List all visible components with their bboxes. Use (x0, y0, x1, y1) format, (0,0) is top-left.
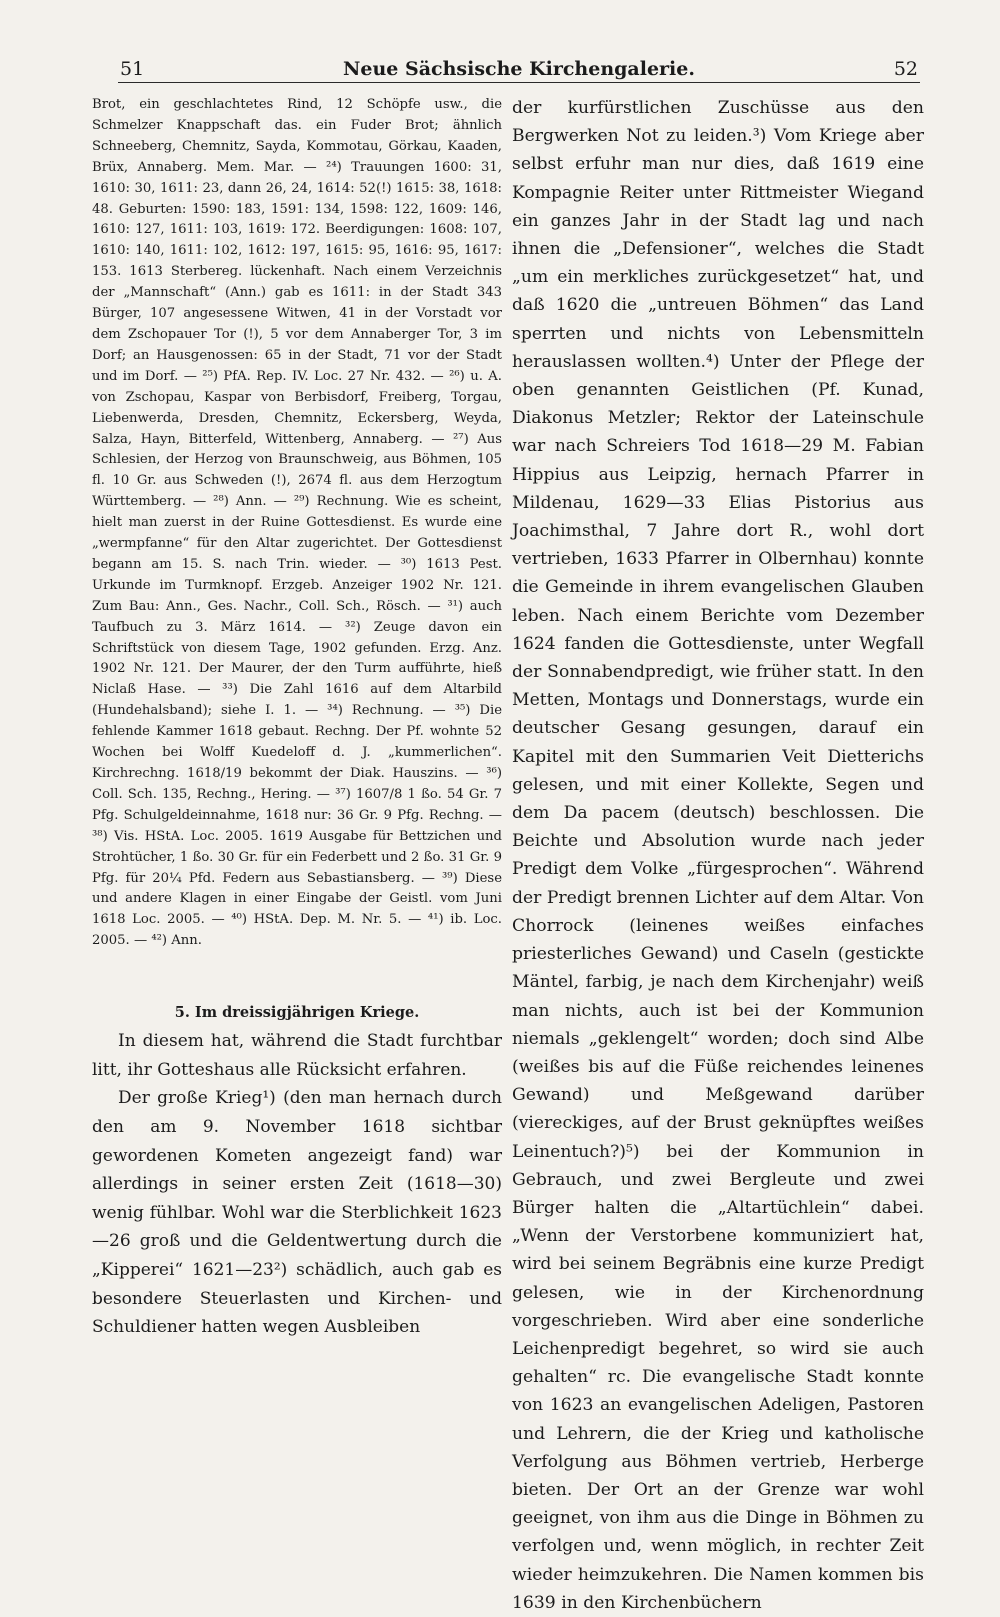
page-number-left: 51 (120, 58, 145, 80)
page-number-right: 52 (893, 58, 918, 80)
footnotes-text: Brot, ein geschlachtetes Rind, 12 Schöpfe usw., die Schmelzer Knappschaft das. ein Fuder Brot; ähnlich Schneeberg, Chemnitz, Sayda, Kommotau, Görkau, Kaaden, Brüx, Annaberg. Mem. Mar. — ²⁴) Trauungen 1600: 31, 1610: 30, 1611: 23, dann 26, 24, 1614: 52(!) 1615: 38, 1618: 48. Geburten: 1590: 183, 1591: 134, 1598: 122, 1609: 146, 1610: 127, 1611: 103, 1619: 172. Beerdigungen: 1608: 107, 1610: 140, 1611: 102, 1612: 197, 1615: 95, 1616: 95, 1617: 153. 1613 Sterbereg. lückenhaft. Nach einem Verzeichnis der „Mannschaft“ (Ann.) gab es 1611: in der Stadt 343 Bürger, 107 angesessene Witwen, 41 in der Vorstadt vor dem Zschopauer Tor (!), 5 vor dem Annaberger Tor, 3 im Dorf; an Hausgenossen: 65 in der Stadt, 71 vor der Stadt und im Dorf. — ²⁵) PfA. Rep. IV. Loc. 27 Nr. 432. — ²⁶) u. A. von Zschopau, Kaspar von Berbisdorf, Freiberg, Torgau, Liebenwerda, Dresden, Chemnitz, Eckersberg, Weyda, Salza, Hayn, Bitterfeld, Wittenberg, Annaberg. — ²⁷) Aus Schlesien, der Herzog von Braunschweig, aus Böhmen, 105 fl. 10 Gr. aus Schweden (!), 2674 fl. aus dem Herzogtum Württemberg. — ²⁸) Ann. — ²⁹) Rechnung. Wie es scheint, hielt man zuerst in der Ruine Gottesdienst. Es wurde eine „wermpfanne“ für den Altar zugerichtet. Der Gottesdienst begann am 15. S. nach Trin. wieder. — ³⁰) 1613 Pest. Urkunde im Turmknopf. Erzgeb. Anzeiger 1902 Nr. 121. Zum Bau: Ann., Ges. Nachr., Coll. Sch., Rösch. — ³¹) auch Taufbuch zu 3. März 1614. — ³²) Zeuge davon ein Schriftstück von diesem Tage, 1902 gefunden. Erzg. Anz. 1902 Nr. 121. Der Maurer, der den Turm aufführte, hieß Niclaß Hase. — ³³) Die Zahl 1616 auf dem Altarbild (Hundehalsband); siehe I. 1. — ³⁴) Rechnung. — ³⁵) Die fehlende Kammer 1618 gebaut. Rechng. Der Pf. wohnte 52 Wochen bei Wolff Kuedeloff d. J. „kummerlichen“. Kirchrechng. 1618/19 bekommt der Diak. Hauszins. — ³⁶) Coll. Sch. 135, Rechng., Hering. — ³⁷) 1607/8 1 ßo. 54 Gr. 7 Pfg. Schulgeldeinnahme, 1618 nur: 36 Gr. 9 Pfg. Rechng. — ³⁸) Vis. HStA. Loc. 2005. 1619 Ausgabe für Bettzichen und Strohtücher, 1 ßo. 30 Gr. für ein Federbett und 2 ßo. 31 Gr. 9 Pfg. für 20¼ Pfd. Federn aus Sebastiansberg. — ³⁹) Diese und andere Klagen in einer Eingabe der Geistl. vom Juni 1618 Loc. 2005. — ⁴⁰) HStA. Dep. M. Nr. 5. — ⁴¹) ib. Loc. 2005. — ⁴²) Ann. (92, 97, 502, 949)
running-title: Neue Sächsische Kirchengalerie. (343, 58, 695, 80)
left-column (92, 95, 502, 1395)
footnotes-block (92, 95, 502, 952)
paragraph: der kurfürstlichen Zuschüsse aus den Bergwerken Not zu leiden.³) Vom Kriege aber selbst erfuhr man nur dies, daß 1619 eine Kompagnie Reiter unter Rittmeister Wiegand ein ganzes Jahr in der Stadt lag und nach ihnen die „Defensioner“, welches die Stadt „um ein merkliches zurückgesetzet“ hat, und daß 1620 die „untreuen Böhmen“ das Land sperrten und nichts von Lebensmitteln herauslassen wollten.⁴) Unter der Pflege der oben genannten Geistlichen (Pf. Kunad, Diakonus Metzler; Rektor der Lateinschule war nach Schreiers Tod 1618—29 M. Fabian Hippius aus Leipzig, hernach Pfarrer in Mildenau, 1629—33 Elias Pistorius aus Joachimsthal, 7 Jahre dort R., wohl dort vertrieben, 1633 Pfarrer in Olbernhau) konnte die Gemeinde in ihrem evangelischen Glauben leben. Nach einem Berichte vom Dezember 1624 fanden die Gottesdienste, unter Wegfall der Sonnabendpredigt, wie früher statt. In den Metten, Montags und Donnerstags, wurde ein deutscher Gesang gesungen, darauf ein Kapitel mit den Summarien Veit Dietterichs gelesen, und mit einer Kollekte, Segen und dem Da pacem (deutsch) beschlossen. Die Beichte und Absolution wurde nach jeder Predigt dem Volke „fürgesprochen“. Während der Predigt brennen Lichter auf dem Altar. Von Chorrock (leinenes weißes einfaches priesterliches Gewand) und Caseln (gestickte Mäntel, farbig, je nach dem Kirchenjahr) weiß man nichts, auch ist bei der Kommunion niemals „geklengelt“ worden; doch sind Albe (weißes bis auf die Füße reichendes leinenes Gewand) und Meßgewand darüber (viereckiges, auf der Brust geknüpftes weißes Leinentuch?)⁵) bei der Kommunion in Gebrauch, und zwei Bergleute und zwei Bürger halten die „Altartüchlein“ dabei. „Wenn der Verstorbene kommuniziert hat, wird bei seinem Begräbnis eine kurze Predigt gelesen, wie in der Kirchenordnung vorgeschrieben. Wird aber eine sonderliche Leichenpredigt begehret, so wird sie auch gehalten“ rc. Die evangelische Stadt konnte von 1623 an evangelischen Adeligen, Pastoren und Lehrern, die der Krieg und katholische Verfolgung aus Böhmen vertrieb, Herberge bieten. Der Ort an der Grenze war wohl geeignet, von ihm aus die Dinge in Böhmen zu verfolgen und, wenn möglich, in rechter Zeit wieder heimzukehren. Die Namen kommen bis 1639 in den Kirchenbüchern (512, 98, 924, 1613)
paragraph: In diesem hat, während die Stadt furchtbar litt, ihr Gotteshaus alle Rücksicht erfahren. (92, 1031, 502, 1080)
running-header (118, 52, 920, 92)
header-rule (118, 82, 920, 83)
paragraph: Der große Krieg¹) (den man hernach durch den am 9. November 1618 sichtbar gewordenen Kometen angezeigt fand) war allerdings in seiner ersten Zeit (1618—30) wenig fühlbar. Wohl war die Sterblichkeit 1623—26 groß und die Geldentwertung durch die „Kipperei“ 1621—23²) schädlich, auch gab es besondere Steuerlasten und Kirchen- und Schuldiener hatten wegen Ausbleiben (92, 1088, 502, 1338)
section-heading: 5. Im dreissigjährigen Kriege. (174, 1004, 420, 1022)
section-body (92, 1027, 502, 1342)
right-column (512, 94, 924, 1613)
